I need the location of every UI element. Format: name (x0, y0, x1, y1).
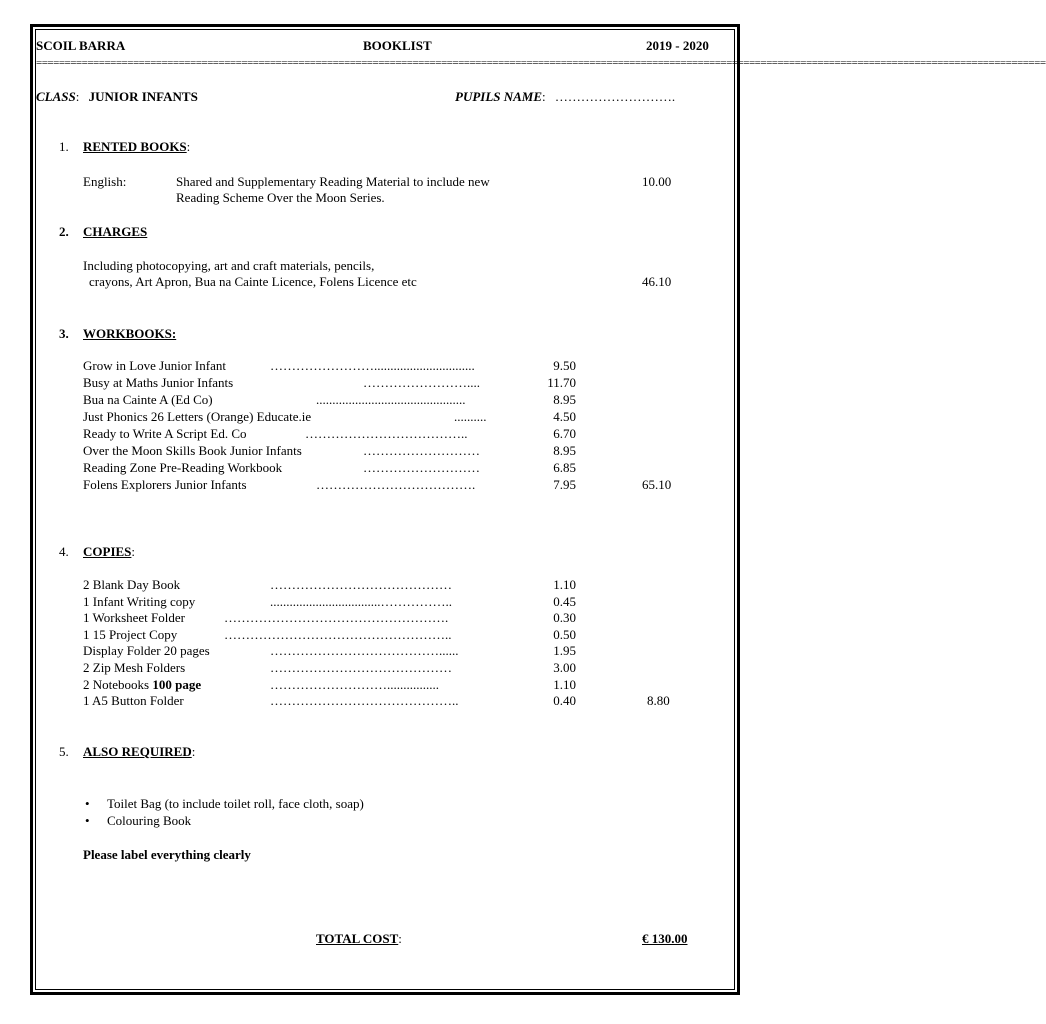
also-colon: : (191, 744, 196, 759)
pupil-name-line (455, 89, 675, 105)
leader-dots: …………………….... (363, 375, 480, 390)
header-separator: ================================================================================================================================================================================= (36, 57, 1046, 69)
leader-dots: …………………………………….. (270, 693, 459, 708)
copy-price: 0.50 (553, 627, 576, 642)
leader-dots: ……………………… (363, 443, 480, 458)
workbook-name: Folens Explorers Junior Infants (83, 477, 247, 492)
copy-name (83, 677, 201, 693)
workbook-name: Over the Moon Skills Book Junior Infants (83, 443, 302, 458)
leader-dots: .............................................. (316, 392, 466, 407)
label-note: Please label everything clearly (83, 847, 251, 862)
workbook-price: 4.50 (553, 409, 576, 424)
charges-amount: 46.10 (642, 274, 672, 289)
also-heading: ALSO REQUIRED (83, 744, 192, 759)
total-cost-colon: : (398, 931, 402, 946)
copy-price: 0.30 (553, 610, 576, 625)
leader-dots: …………………………………… (270, 660, 452, 675)
doc-title: BOOKLIST (363, 38, 432, 53)
workbooks-heading: WORKBOOKS: (83, 326, 177, 341)
also-required-list (83, 795, 364, 829)
rented-amount: 10.00 (642, 174, 672, 189)
section-number: 3. (59, 326, 69, 341)
pupil-name-colon: : (542, 89, 546, 104)
class-label: CLASS (36, 89, 76, 104)
workbook-price: 8.95 (553, 392, 576, 407)
workbook-name: Ready to Write A Script Ed. Co (83, 426, 247, 441)
rented-line-1: Shared and Supplementary Reading Material to include new (176, 174, 490, 189)
copy-price: 1.10 (553, 577, 576, 592)
section-heading-rented (83, 139, 190, 155)
copy-price: 0.45 (553, 594, 576, 609)
workbook-name: Just Phonics 26 Letters (Orange) Educate.ie (83, 409, 312, 424)
workbook-name: Grow in Love Junior Infant (83, 358, 226, 373)
copy-price: 1.10 (553, 677, 576, 692)
school-name: SCOIL BARRA (36, 38, 126, 53)
rented-item-label: English: (83, 174, 127, 189)
copy-name-text: 2 Notebooks (83, 677, 153, 692)
charges-line-2: crayons, Art Apron, Bua na Cainte Licence, Folens Licence etc (89, 274, 417, 289)
copies-colon: : (131, 544, 136, 559)
pupil-name-label: PUPILS NAME (455, 89, 543, 104)
section-number: 4. (59, 544, 69, 559)
section-number: 1. (59, 139, 69, 154)
leader-dots: ……………………… (363, 460, 480, 475)
charges-heading: CHARGES (83, 224, 148, 239)
leader-dots: ……………………………………………. (224, 610, 449, 625)
rented-heading: RENTED BOOKS (83, 139, 187, 154)
copy-price: 3.00 (553, 660, 576, 675)
workbook-name: Bua na Cainte A (Ed Co) (83, 392, 213, 407)
class-value: JUNIOR INFANTS (88, 89, 198, 104)
copy-name: 2 Blank Day Book (83, 577, 181, 592)
copy-name: 1 Worksheet Folder (83, 610, 185, 625)
school-year: 2019 - 2020 (646, 38, 709, 53)
section-number: 2. (59, 224, 69, 239)
leader-dots: …………………………………… (270, 577, 452, 592)
copy-name: 1 15 Project Copy (83, 627, 178, 642)
section-heading-copies (83, 544, 135, 560)
workbook-name: Busy at Maths Junior Infants (83, 375, 234, 390)
copy-name: 2 Zip Mesh Folders (83, 660, 186, 675)
section-number: 5. (59, 744, 69, 759)
copy-name-bold: 100 page (152, 677, 202, 692)
list-item: • Colouring Book (83, 812, 364, 829)
workbook-price: 6.85 (553, 460, 576, 475)
rented-line-2: Reading Scheme Over the Moon Series. (176, 190, 385, 205)
copies-total: 8.80 (647, 693, 670, 708)
section-heading-also (83, 744, 195, 760)
leader-dots: …………………………………………….. (224, 627, 452, 642)
rented-colon: : (186, 139, 191, 154)
copies-heading: COPIES (83, 544, 132, 559)
workbook-price: 9.50 (553, 358, 576, 373)
leader-dots: .......... (454, 409, 487, 424)
copy-name: 1 A5 Button Folder (83, 693, 184, 708)
class-line (36, 89, 198, 105)
pupil-name-blank: ………………………. (554, 89, 676, 104)
copy-name: Display Folder 20 pages (83, 643, 210, 658)
workbook-price: 6.70 (553, 426, 576, 441)
list-item: • Toilet Bag (to include toilet roll, face cloth, soap) (83, 795, 364, 812)
leader-dots: ………………………................ (270, 677, 439, 692)
total-cost-label: TOTAL COST (316, 931, 399, 946)
total-cost-line (316, 931, 402, 947)
copy-name: 1 Infant Writing copy (83, 594, 196, 609)
charges-line-1: Including photocopying, art and craft materials, pencils, (83, 258, 375, 273)
workbook-price: 8.95 (553, 443, 576, 458)
leader-dots: ………………………………. (316, 477, 476, 492)
class-colon: : (75, 89, 80, 104)
total-cost-amount: € 130.00 (642, 931, 688, 946)
leader-dots: ……………………………….. (305, 426, 468, 441)
copy-price: 0.40 (553, 693, 576, 708)
workbooks-total: 65.10 (642, 477, 672, 492)
workbook-name: Reading Zone Pre-Reading Workbook (83, 460, 283, 475)
leader-dots: ……………………............................... (270, 358, 475, 373)
leader-dots: …………………………………...... (270, 643, 459, 658)
workbook-price: 7.95 (553, 477, 576, 492)
copy-price: 1.95 (553, 643, 576, 658)
leader-dots: ..................................…………….. (270, 594, 452, 609)
workbook-price: 11.70 (547, 375, 576, 390)
